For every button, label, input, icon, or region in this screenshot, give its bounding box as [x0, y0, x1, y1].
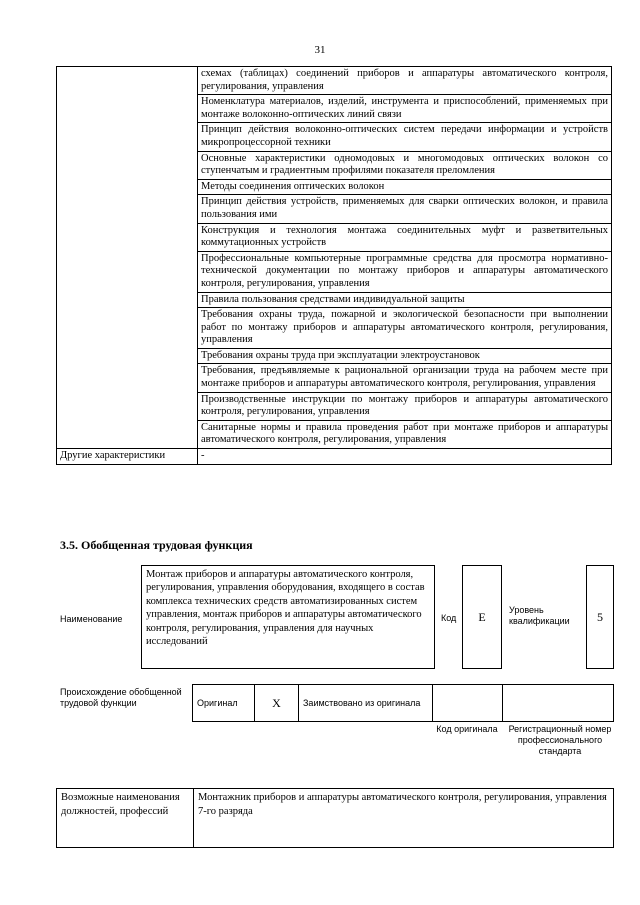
registration-number-caption: Регистрационный номер профессионального стандарта: [508, 724, 612, 756]
section-title: 3.5. Обобщенная трудовая функция: [60, 538, 253, 552]
registration-number-cell: [503, 685, 614, 722]
knowledge-row: [57, 67, 612, 95]
positions-value: Монтажник приборов и аппаратуры автоматического контроля, регулирования, управления 7-го разряда: [194, 789, 614, 848]
other-characteristics-label: Другие характеристики: [57, 449, 198, 465]
qualification-level-value: 5: [586, 565, 614, 669]
knowledge-item: Методы соединения оптических волокон: [198, 179, 612, 195]
other-characteristics-row: [57, 449, 612, 465]
original-mark: X: [255, 685, 299, 722]
knowledge-item: Требования охраны труда, пожарной и экологической безопасности при выполнении работ по монтажу приборов и аппаратуры автоматического контроля, регулирования, управления: [198, 308, 612, 349]
original-code-cell: [433, 685, 503, 722]
borrowed-label: Заимствовано из оригинала: [299, 685, 433, 722]
knowledge-item: Принцип действия волоконно-оптических систем передачи информации и устройств микропроцессорной техники: [198, 123, 612, 151]
origin-label: Происхождение обобщенной трудовой функции: [60, 687, 182, 708]
knowledge-item: Конструкция и технология монтажа соединительных муфт и разветвительных коммутационных устройств: [198, 223, 612, 251]
knowledge-item: схемах (таблицах) соединений приборов и аппаратуры автоматического контроля, регулирования, управления: [198, 67, 612, 95]
knowledge-label-cell: [57, 67, 198, 449]
origin-table: [192, 684, 614, 722]
code-label: Код: [441, 613, 457, 623]
positions-table: [56, 788, 614, 848]
qualification-level-label: Уровень квалификации: [509, 605, 570, 626]
knowledge-item: Требования, предъявляемые к рациональной организации труда на рабочем месте при монтаже приборов и аппаратуры автоматического контроля, регулирования, управления: [198, 364, 612, 392]
knowledge-item: Производственные инструкции по монтажу приборов и аппаратуры автоматического контроля, регулирования, управления: [198, 392, 612, 420]
knowledge-item: Требования охраны труда при эксплуатации электроустановок: [198, 348, 612, 364]
function-name-value: Монтаж приборов и аппаратуры автоматического контроля, регулирования, управления оборудования, входящего в состав комплекса технических средств автоматизированных систем управления, монтаж приборов и аппаратуры автоматического контроля, регулирования, управления для научных исследований: [141, 565, 435, 669]
name-label: Наименование: [60, 614, 123, 624]
positions-label: Возможные наименования должностей, профессий: [57, 789, 194, 848]
knowledge-item: Правила пользования средствами индивидуальной защиты: [198, 292, 612, 308]
page-number: 31: [314, 44, 326, 56]
knowledge-item: Принцип действия устройств, применяемых для сварки оптических волокон, и правила пользования ими: [198, 195, 612, 223]
original-code-caption: Код оригинала: [436, 724, 498, 734]
code-value: E: [462, 565, 502, 669]
knowledge-item: Санитарные нормы и правила проведения работ при монтаже приборов и аппаратуры автоматического контроля, регулирования, управления: [198, 420, 612, 448]
knowledge-item: Номенклатура материалов, изделий, инструмента и приспособлений, применяемых при монтаже волоконно-оптических линий связи: [198, 95, 612, 123]
knowledge-item: Профессиональные компьютерные программные средства для просмотра нормативно-технической документации по монтажу приборов и аппаратуры автоматического контроля, регулирования, управления: [198, 251, 612, 292]
original-label: Оригинал: [193, 685, 255, 722]
knowledge-item: Основные характеристики одномодовых и многомодовых оптических волокон со ступенчатым и градиентным профилями показателя преломления: [198, 151, 612, 179]
other-characteristics-value: -: [198, 449, 612, 465]
required-knowledge-table: [56, 66, 612, 465]
